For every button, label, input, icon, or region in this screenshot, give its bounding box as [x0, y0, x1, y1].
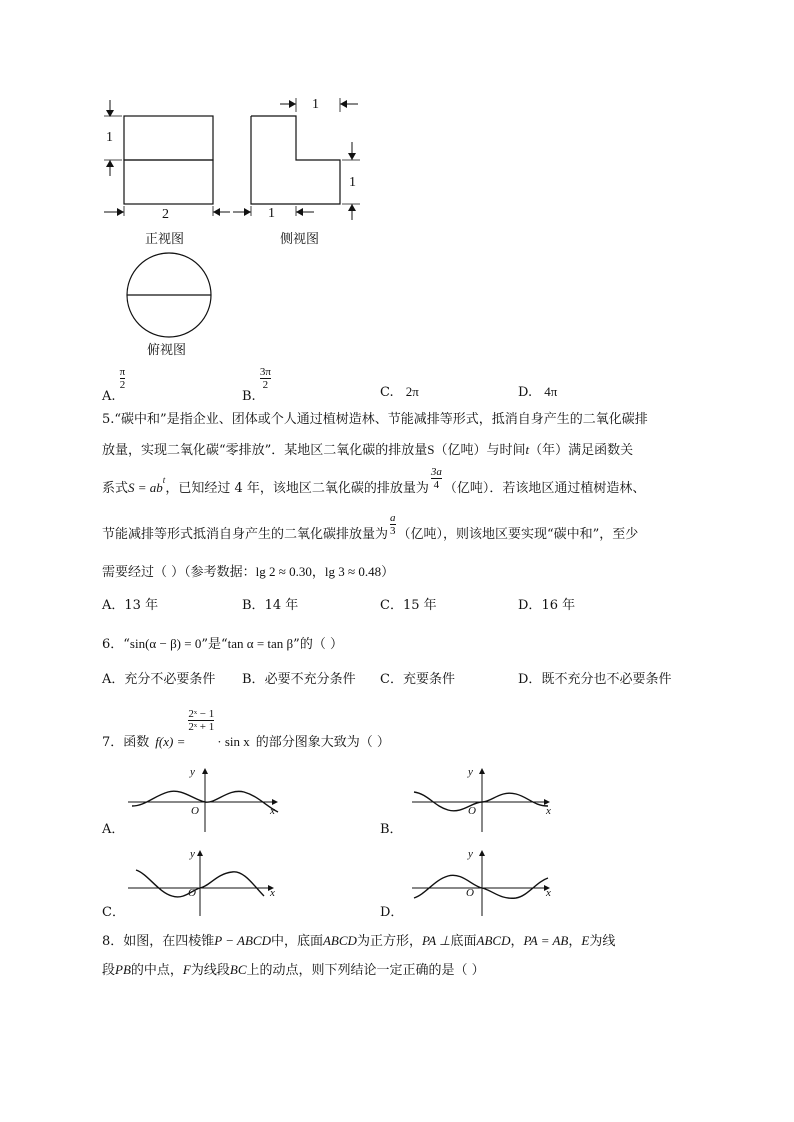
q7-graph-c[interactable]	[120, 842, 300, 922]
q6-stem: 6．“sin(α − β) = 0”是“tan α = tan β”的（ ）	[102, 636, 343, 652]
q5-line-5: 需要经过（ ）（参考数据：lg 2 ≈ 0.30，lg 3 ≈ 0.48）	[102, 564, 395, 580]
q5-line-2: 放量，实现二氧化碳“零排放”．某地区二氧化碳的排放量S（亿吨）与时间t（年）满足函数关	[102, 442, 634, 458]
top-view-figure	[0, 0, 794, 360]
axis-label-y: y	[468, 848, 473, 860]
axis-label-x: x	[546, 887, 551, 899]
origin-label: O	[191, 805, 199, 817]
q8-line-1: 8．如图，在四棱锥P − ABCD中，底面ABCD为正方形，PA ⊥底面ABCD，PA = AB，E为线	[102, 933, 616, 949]
option-letter: D.	[518, 385, 533, 400]
axis-label-y: y	[468, 766, 473, 778]
axis-label-y: y	[190, 848, 195, 860]
option-fraction: $\frac{\pi}{2}$	[119, 366, 126, 391]
q4-option-a[interactable]	[102, 366, 126, 404]
q5-option-d[interactable]: D．16 年	[518, 598, 576, 613]
q6-option-b[interactable]: B．必要不充分条件	[242, 672, 356, 687]
side-view-dim-bottom: 1	[268, 206, 275, 221]
side-view-dim-top: 1	[312, 97, 319, 112]
top-view-caption: 俯视图	[147, 343, 187, 358]
q5-option-b[interactable]: B．14 年	[242, 598, 299, 613]
q5-line-3: 系式$S = ab^t$，已知经过 4 年，该地区二氧化碳的排放量为 $\frac{3a}{4}$ （亿吨）．若该地区通过植树造林、	[102, 466, 646, 497]
option-value: 2π	[405, 384, 419, 399]
q5-line-1: 5.“碳中和”是指企业、团体或个人通过植树造林、节能减排等形式，抵消自身产生的二氧化碳排	[102, 412, 648, 427]
axis-label-x: x	[546, 805, 551, 817]
q5-option-c[interactable]: C．15 年	[380, 598, 437, 613]
q5-option-a[interactable]: A．13 年	[102, 598, 159, 613]
front-view-dim-width: 2	[162, 207, 169, 222]
q5-fraction-a-3: $\frac{a}{3}$	[390, 512, 396, 537]
option-letter: C.	[380, 385, 394, 400]
axis-label-x: x	[270, 887, 275, 899]
q7-option-a-label[interactable]: A．	[102, 822, 125, 837]
q7-graph-d[interactable]	[404, 842, 584, 922]
q5-line-4: 节能减排等形式抵消自身产生的二氧化碳排放量为 $\frac{a}{3}$ （亿吨），则该地区要实现“碳中和”，至少	[102, 512, 639, 542]
q7-option-d-label[interactable]: D．	[380, 905, 404, 920]
q7-stem: 7．函数 f(x) = $\frac{\text{2ˣ − 1}}{\text{2ˣ + 1}}$ · sin x 的部分图象大致为（ ）	[102, 708, 390, 750]
front-view-caption: 正视图	[145, 232, 185, 247]
q4-option-d[interactable]	[518, 384, 557, 401]
axis-label-y: y	[190, 766, 195, 778]
front-view-dim-height: 1	[106, 130, 113, 145]
q8-line-2: 段PB的中点，F为线段BC上的动点，则下列结论一定正确的是（ ）	[102, 962, 485, 978]
q7-graph-b[interactable]	[404, 760, 584, 840]
q7-graph-a[interactable]	[120, 760, 300, 840]
origin-label: O	[466, 887, 474, 899]
axis-label-x: x	[270, 805, 275, 817]
side-view-dim-right: 1	[349, 175, 356, 190]
q7-option-b-label[interactable]: B．	[380, 822, 403, 837]
q7-option-c-label[interactable]: C．	[102, 905, 125, 920]
option-letter: A.	[102, 389, 116, 404]
origin-label: O	[188, 887, 196, 899]
origin-label: O	[468, 805, 476, 817]
option-value: 4π	[544, 384, 558, 399]
q5-fraction-3a-4: $\frac{3a}{4}$	[430, 466, 442, 492]
q6-option-c[interactable]: C．充要条件	[380, 672, 455, 687]
q4-option-c[interactable]	[380, 384, 419, 401]
q7-fraction: $\frac{\text{2ˣ − 1}}{\text{2ˣ + 1}}$	[188, 708, 215, 733]
q6-option-a[interactable]: A．充分不必要条件	[102, 672, 216, 687]
q4-option-b[interactable]	[242, 366, 271, 404]
option-letter: B.	[242, 389, 256, 404]
option-fraction: $\frac{3\pi}{2}$	[259, 366, 271, 391]
q6-option-d[interactable]: D．既不充分也不必要条件	[518, 672, 672, 687]
side-view-caption: 侧视图	[280, 232, 320, 247]
